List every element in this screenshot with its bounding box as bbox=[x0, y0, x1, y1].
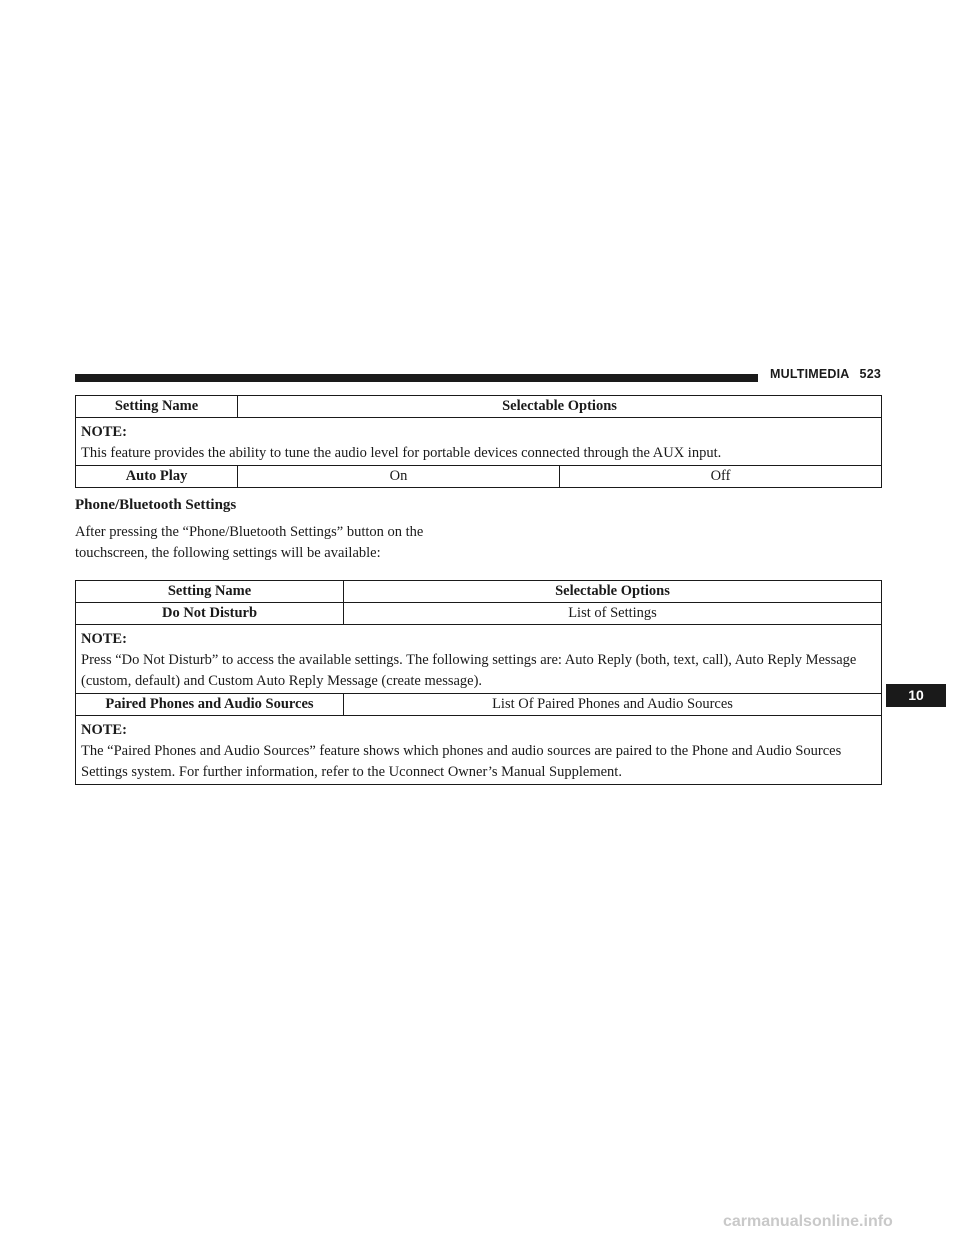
column-header-selectable-options: Selectable Options bbox=[238, 396, 882, 418]
setting-name-cell: Paired Phones and Audio Sources bbox=[76, 694, 344, 716]
note-cell bbox=[76, 625, 882, 694]
column-header-setting-name: Setting Name bbox=[76, 396, 238, 418]
option-cell: List of Settings bbox=[344, 603, 882, 625]
header-rule bbox=[75, 374, 758, 382]
table-note-row bbox=[76, 418, 882, 466]
option-cell: Off bbox=[560, 466, 882, 488]
chapter-tab: 10 bbox=[886, 684, 946, 707]
note-cell bbox=[76, 418, 882, 466]
note-cell bbox=[76, 716, 882, 785]
settings-table-phone-bluetooth bbox=[75, 580, 882, 785]
table-row bbox=[76, 694, 882, 716]
running-header bbox=[770, 367, 881, 381]
option-cell: On bbox=[238, 466, 560, 488]
watermark: carmanualsonline.info bbox=[723, 1213, 893, 1230]
table-header-row bbox=[76, 396, 882, 418]
settings-table-audio bbox=[75, 395, 882, 488]
intro-paragraph: After pressing the “Phone/Bluetooth Settings” button on the touchscreen, the following settings will be available: bbox=[75, 524, 424, 561]
note-label: NOTE: bbox=[81, 631, 127, 647]
note-label: NOTE: bbox=[81, 722, 127, 738]
setting-name-cell: Auto Play bbox=[76, 466, 238, 488]
note-text: This feature provides the ability to tune the audio level for portable devices connected through the AUX input. bbox=[81, 445, 722, 461]
table-header-row bbox=[76, 581, 882, 603]
note-text: The “Paired Phones and Audio Sources” feature shows which phones and audio sources are paired to the Phone and Audio Sources Settings system. For further information, refer to the Uconnect Owner’s Manual Supplement. bbox=[81, 743, 842, 780]
page-number: 523 bbox=[859, 367, 882, 381]
table-note-row bbox=[76, 625, 882, 694]
note-text: Press “Do Not Disturb” to access the available settings. The following settings are: Auto Reply (both, text, call), Auto Reply Message (custom, default) and Custom Auto Reply Message (create message). bbox=[81, 652, 857, 689]
table-row bbox=[76, 603, 882, 625]
table-row bbox=[76, 466, 882, 488]
note-label: NOTE: bbox=[81, 424, 127, 440]
option-cell: List Of Paired Phones and Audio Sources bbox=[344, 694, 882, 716]
column-header-selectable-options: Selectable Options bbox=[344, 581, 882, 603]
table-note-row bbox=[76, 716, 882, 785]
section-name: MULTIMEDIA bbox=[770, 367, 850, 381]
section-heading: Phone/Bluetooth Settings bbox=[75, 497, 237, 513]
setting-name-cell: Do Not Disturb bbox=[76, 603, 344, 625]
column-header-setting-name: Setting Name bbox=[76, 581, 344, 603]
